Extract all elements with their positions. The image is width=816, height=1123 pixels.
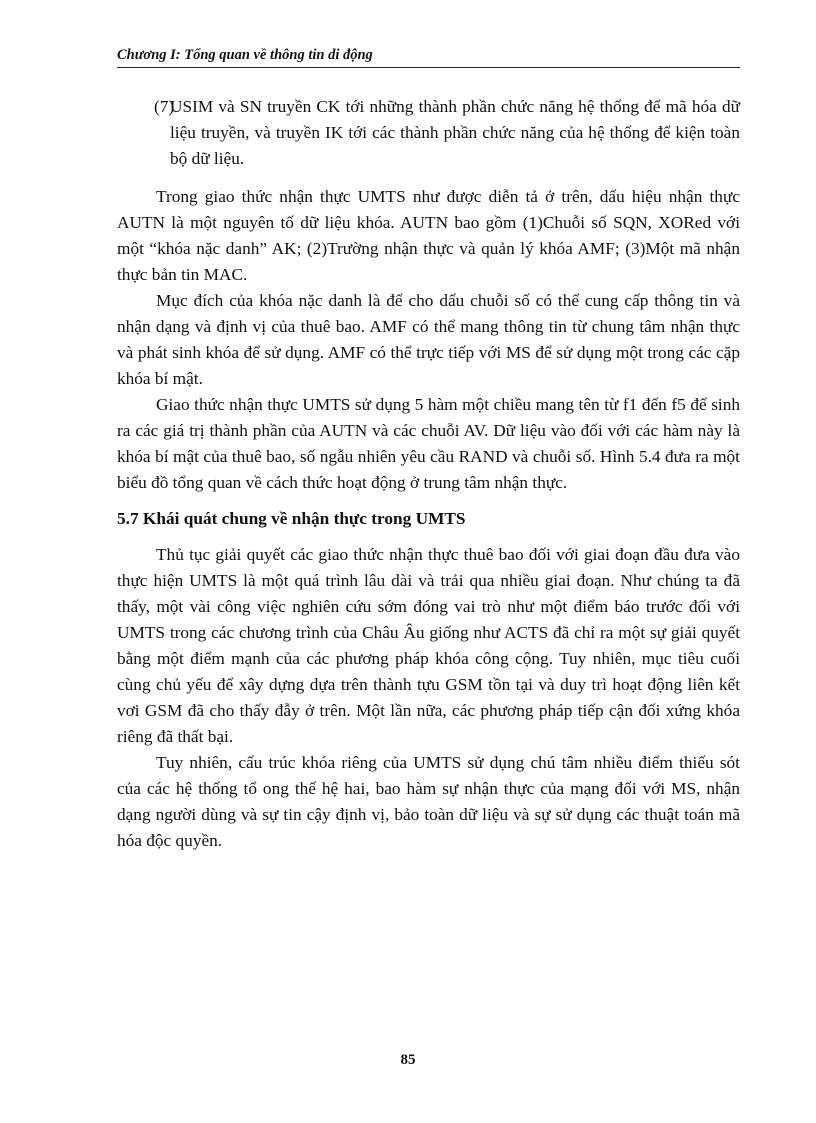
paragraph: Trong giao thức nhận thực UMTS như được diễn tả ở trên, dấu hiệu nhận thực AUTN là một nguyên tố dữ liệu khóa. AUTN bao gồm (1)Chuỗi số SQN, XORed với một “khóa nặc danh” AK; (2)Trường nhận thực và quản lý khóa AMF; (3)Một mã nhận thực bản tin MAC. [117, 187, 740, 284]
list-item-text: USIM và SN truyền CK tới những thành phần chức năng hệ thống để mã hóa dữ liệu truyền, và truyền IK tới các thành phần chức năng của hệ thống để kiện toàn bộ dữ liệu. [170, 97, 740, 168]
list-item-number: (7) [154, 97, 175, 116]
section-heading: 5.7 Khái quát chung về nhận thực trong UMTS [117, 509, 466, 528]
chapter-header: Chương I: Tổng quan về thông tin di động [117, 47, 740, 68]
page-content [117, 94, 740, 854]
paragraph: Tuy nhiên, cấu trúc khóa riêng của UMTS sử dụng chú tâm nhiều điểm thiếu sót của các hệ thống tổ ong thế hệ hai, bao hàm sự nhận thực của mạng đối với MS, nhận dạng người dùng và sự tin cậy định vị, bảo toàn dữ liệu và sự sử dụng các thuật toán mã hóa độc quyền. [117, 753, 740, 850]
paragraph: Thủ tục giải quyết các giao thức nhận thực thuê bao đối với giai đoạn đầu đưa vào thực hiện UMTS là một quá trình lâu dài và trải qua nhiều giai đoạn. Như chúng ta đã thấy, một vài công việc nghiên cứu sớm đóng vai trò như một điểm báo trước đối với UMTS trong các chương trình của Châu Âu giống như ACTS đã chỉ ra một sự giải quyết bằng một điểm mạnh của các phương pháp khóa công cộng. Tuy nhiên, mục tiêu cuối cùng chủ yếu để xây dựng dựa trên thành tựu GSM tồn tại và duy trì hoạt động liên kết vơi GSM đã cho thấy đẫy ở trên. Một lần nữa, các phương pháp tiếp cận đối xứng khóa riêng đã thất bại. [117, 545, 740, 746]
list-item [117, 94, 740, 172]
page-number: 85 [400, 1052, 416, 1068]
paragraph: Giao thức nhận thực UMTS sử dụng 5 hàm một chiều mang tên từ f1 đến f5 để sinh ra các giá trị thành phần của AUTN và các chuỗi AV. Dữ liệu vào đối với các hàm này là khóa bí mật của thuê bao, số ngẫu nhiên yêu cầu RAND và chuỗi số. Hình 5.4 đưa ra một biểu đồ tổng quan về cách thức hoạt động ở trung tâm nhận thực. [117, 395, 740, 492]
paragraph: Mục đích của khóa nặc danh là để cho dấu chuỗi số có thể cung cấp thông tin và nhận dạng và định vị của thuê bao. AMF có thể mang thông tin từ chung tâm nhận thực và phát sinh khóa để sử dụng. AMF có thể trực tiếp với MS để sử dụng một trong các cặp khóa bí mật. [117, 291, 740, 388]
